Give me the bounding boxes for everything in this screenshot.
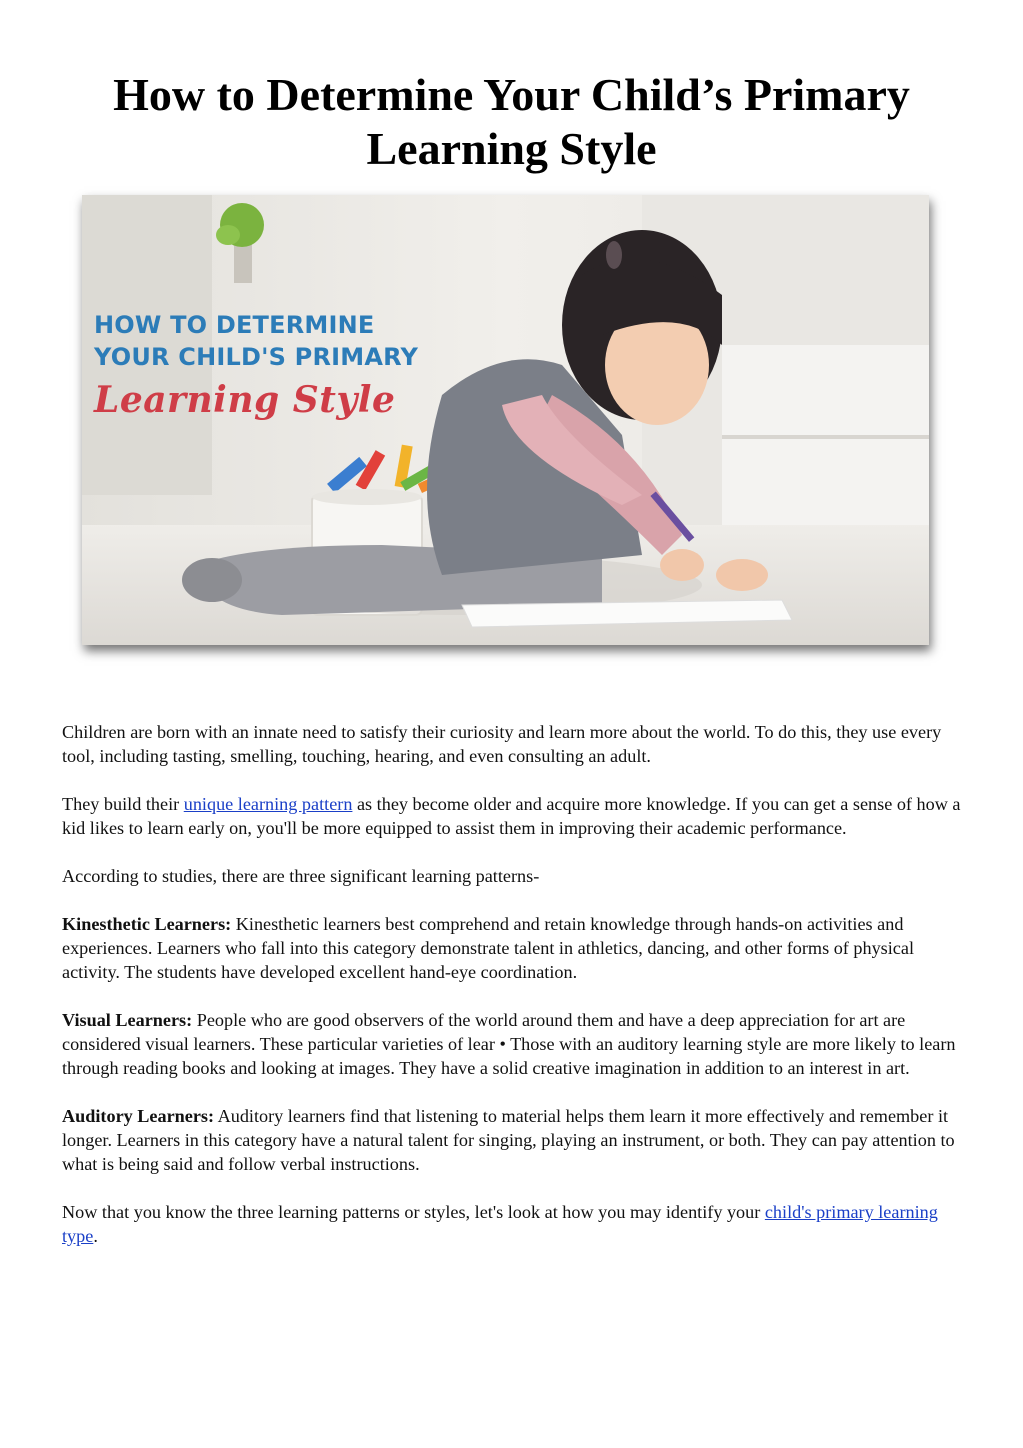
kinesthetic-text: Kinesthetic learners best comprehend and retain knowledge through hands-on activities and experiences. Learners who fall into this category demonstrate talent in athletics, dancing, and other forms of physical activity. The students have developed excellent hand-eye coordination. (62, 914, 914, 982)
text-segment: as they become older and acquire more knowledge. If you can get a sense of how a kid likes to learn early on, you'll be more equipped to assist them in improving their academic performance. (62, 794, 961, 838)
auditory-paragraph (62, 1104, 962, 1176)
closing-paragraph (62, 1200, 962, 1248)
intro-paragraph: Children are born with an innate need to satisfy their curiosity and learn more about the world. To do this, they use every tool, including tasting, smelling, touching, hearing, and even consulting an adult. (62, 722, 942, 766)
auditory-text: Auditory learners find that listening to material helps them learn it more effectively and remember it longer. Learners in this category have a natural talent for singing, playing an instrument, or both. They can pay attention to what is being said and follow verbal instructions. (62, 1106, 955, 1174)
hero-image (82, 195, 929, 645)
studies-paragraph: According to studies, there are three significant learning patterns- (62, 866, 540, 886)
text-segment: . (93, 1226, 98, 1246)
page-title: How to Determine Your Child’s Primary Learning Style (113, 69, 910, 174)
unique-learning-pattern-link[interactable]: unique learning pattern (183, 794, 353, 814)
hero-line-3: Learning Style (94, 379, 396, 421)
kinesthetic-paragraph (62, 912, 962, 984)
visual-label: Visual Learners: (62, 1010, 193, 1030)
learning-pattern-paragraph (62, 792, 962, 840)
hero-line-2: YOUR CHILD'S PRIMARY (94, 343, 419, 371)
hero-caption (94, 309, 424, 423)
article-body (62, 720, 962, 1272)
text-segment: Now that you know the three learning patterns or styles, let's look at how you may identify your (62, 1202, 765, 1222)
visual-text: People who are good observers of the world around them and have a deep appreciation for art are considered visual learners. These particular varieties of lear • Those with an auditory learning style are more likely to learn through reading books and looking at images. They have a solid creative imagination in addition to an interest in art. (62, 1010, 956, 1078)
hero-line-1: HOW TO DETERMINE (94, 311, 375, 339)
visual-paragraph (62, 1008, 962, 1080)
text-segment: They build their (62, 794, 184, 814)
kinesthetic-label: Kinesthetic Learners: (62, 914, 232, 934)
auditory-label: Auditory Learners: (62, 1106, 215, 1126)
primary-learning-type-link[interactable]: child's primary learning type (62, 1202, 938, 1246)
